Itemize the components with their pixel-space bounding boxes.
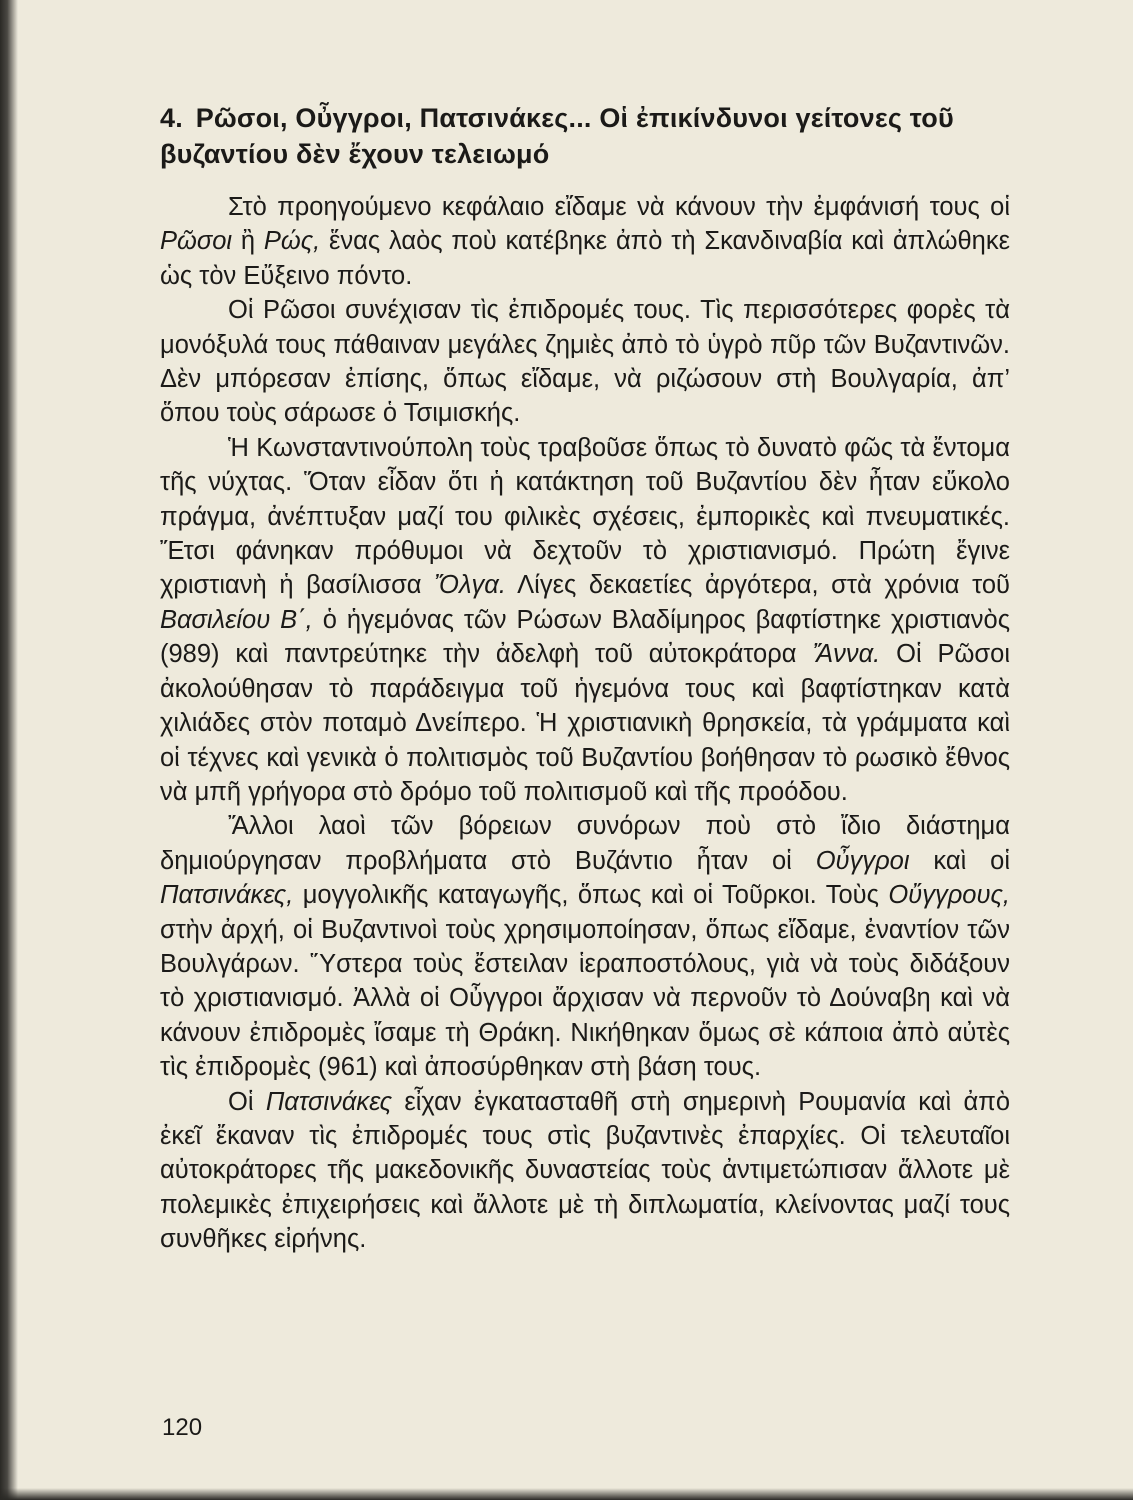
page-number: 120	[162, 1414, 203, 1441]
p5-text-2: εἶχαν ἐγκατασταθῆ στὴ σημερινὴ Ρουμανία καὶ ἀπὸ ἐκεῖ ἔκαναν τὶς ἐπιδρομές τους στὶς βυζαντινὲς ἐπαρχίες. Οἱ τελευταῖοι αὐτοκράτορες τῆς μακεδονικῆς δυναστείας τοὺς ἀντιμετώπισαν ἄλλοτε μὲ πολεμικὲς ἐπιχειρήσεις καὶ ἄλλοτε μὲ τὴ διπλωματία, κλείνοντας μαζί τους συνθῆκες εἰρήνης.	[160, 1087, 1010, 1254]
page-edge-shadow	[0, 0, 18, 1500]
section-title-line2: βυζαντίου δὲν ἔχουν τελειωμό	[160, 139, 550, 169]
body-text	[160, 190, 1010, 1257]
p4-italic-1: Οὖγγροι	[815, 846, 910, 875]
p3-text-2: Λίγες δεκαετίες ἀργότερα, στὰ χρόνια τοῦ	[505, 571, 1010, 600]
page-bottom-shadow	[0, 1488, 1133, 1500]
p4-text-4: στὴν ἀρχή, οἱ Βυζαντινοὶ τοὺς χρησιμοποίησαν, ὅπως εἴδαμε, ἐναντίον τῶν Βουλγάρων. Ὕστερα τοὺς ἔστειλαν ἱεραποστόλους, γιὰ νὰ τοὺς διδάξουν τὸ χριστιανισμό. Ἀλλὰ οἱ Οὖγγροι ἄρχισαν νὰ περνοῦν τὸ Δούναβη καὶ νὰ κάνουν ἐπιδρομὲς ἴσαμε τὴ Θράκη. Νικήθηκαν ὅμως σὲ κάποια ἀπὸ αὐτὲς τὶς ἐπιδρομὲς (961) καὶ ἀποσύρθηκαν στὴ βάση τους.	[160, 915, 1010, 1082]
p4-italic-2: Πατσινάκες,	[160, 881, 294, 910]
p4-text-2: καὶ οἱ	[909, 846, 1010, 875]
p1-text-1: Στὸ προηγούμενο κεφάλαιο εἴδαμε νὰ κάνουν τὴν ἐμφάνισή τους οἱ	[228, 193, 1010, 221]
section-number: 4.	[160, 103, 183, 133]
section-title-line1: Ρῶσοι, Οὖγγροι, Πατσινάκες... Οἱ ἐπικίνδυνοι γείτονες τοῦ	[195, 103, 954, 133]
paragraph-4	[160, 809, 1010, 1084]
p3-italic-2: Βασιλείου Β΄,	[160, 605, 313, 634]
p4-italic-3: Οὔγγρους,	[888, 881, 1010, 910]
paragraph-2	[160, 293, 1010, 431]
paragraph-5	[160, 1085, 1010, 1257]
p5-italic-1: Πατσινάκες	[265, 1087, 393, 1116]
p3-text-1: Ἡ Κωνσταντινούπολη τοὺς τραβοῦσε ὅπως τὸ δυνατὸ φῶς τὰ ἔντομα τῆς νύχτας. Ὅταν εἶδαν ὅτι ἡ κατάκτηση τοῦ Βυζαντίου δὲν ἦταν εὔκολο πράγμα, ἀνέπτυξαν μαζί του φιλικὲς σχέσεις, ἐμπορικὲς καὶ πνευματικές. Ἔτσι φάνηκαν πρόθυμοι νὰ δεχτοῦν τὸ χριστιανισμό. Πρώτη ἔγινε χριστιανὴ ἡ βασίλισσα	[160, 433, 1010, 600]
p5-text-1: Οἱ	[228, 1087, 266, 1116]
p4-text-1: Ἄλλοι λαοὶ τῶν βόρειων συνόρων ποὺ στὸ ἴδιο διάστημα δημιούργησαν προβλήματα στὸ Βυζάντιο ἦταν οἱ	[160, 812, 1010, 875]
p1-italic-2: Ρώς,	[263, 227, 321, 256]
p1-italic-1: Ρῶσοι	[160, 227, 233, 256]
p1-text-2: ἢ	[232, 227, 264, 256]
section-heading	[160, 100, 1020, 172]
paragraph-1	[160, 190, 1010, 293]
p1-text-3: ἕνας λαὸς ποὺ κατέβηκε ἀπὸ τὴ Σκανδιναβία καὶ ἀπλώθηκε ὡς τὸν Εὔξεινο πόντο.	[160, 227, 1010, 290]
p2-text: Οἱ Ρῶσοι συνέχισαν τὶς ἐπιδρομές τους. Τὶς περισσότερες φορὲς τὰ μονόξυλά τους πάθαιναν μεγάλες ζημιὲς ἀπὸ τὸ ὑγρὸ πῦρ τῶν Βυζαντινῶν. Δὲν μπόρεσαν ἐπίσης, ὅπως εἴδαμε, νὰ ριζώσουν στὴ Βουλγαρία, ἀπ’ ὅπου τοὺς σάρωσε ὁ Τσιμισκής.	[160, 296, 1010, 428]
p3-text-4: Οἱ Ρῶσοι ἀκολούθησαν τὸ παράδειγμα τοῦ ἡγεμόνα τους καὶ βαφτίστηκαν κατὰ χιλιάδες στὸν ποταμὸ Δνείπερο. Ἡ χριστιανικὴ θρησκεία, τὰ γράμματα καὶ οἱ τέχνες καὶ γενικὰ ὁ πολιτισμὸς τοῦ Βυζαντίου βοήθησαν τὸ ρωσικὸ ἔθνος νὰ μπῆ γρήγορα στὸ δρόμο τοῦ πολιτισμοῦ καὶ τῆς προόδου.	[160, 640, 1010, 806]
p3-italic-3: Ἄννα.	[812, 640, 881, 669]
p3-text-3: ὁ ἡγεμόνας τῶν Ρώσων Βλαδίμηρος βαφτίστηκε χριστιανὸς (989) καὶ παντρεύτηκε τὴν ἀδελφὴ τοῦ αὐτοκράτορα	[160, 605, 1010, 669]
p4-text-3: μογγολικῆς καταγωγῆς, ὅπως καὶ οἱ Τοῦρκοι. Τοὺς	[293, 881, 889, 910]
p3-italic-1: Ὄλγα.	[434, 571, 506, 600]
paragraph-3	[160, 431, 1010, 809]
